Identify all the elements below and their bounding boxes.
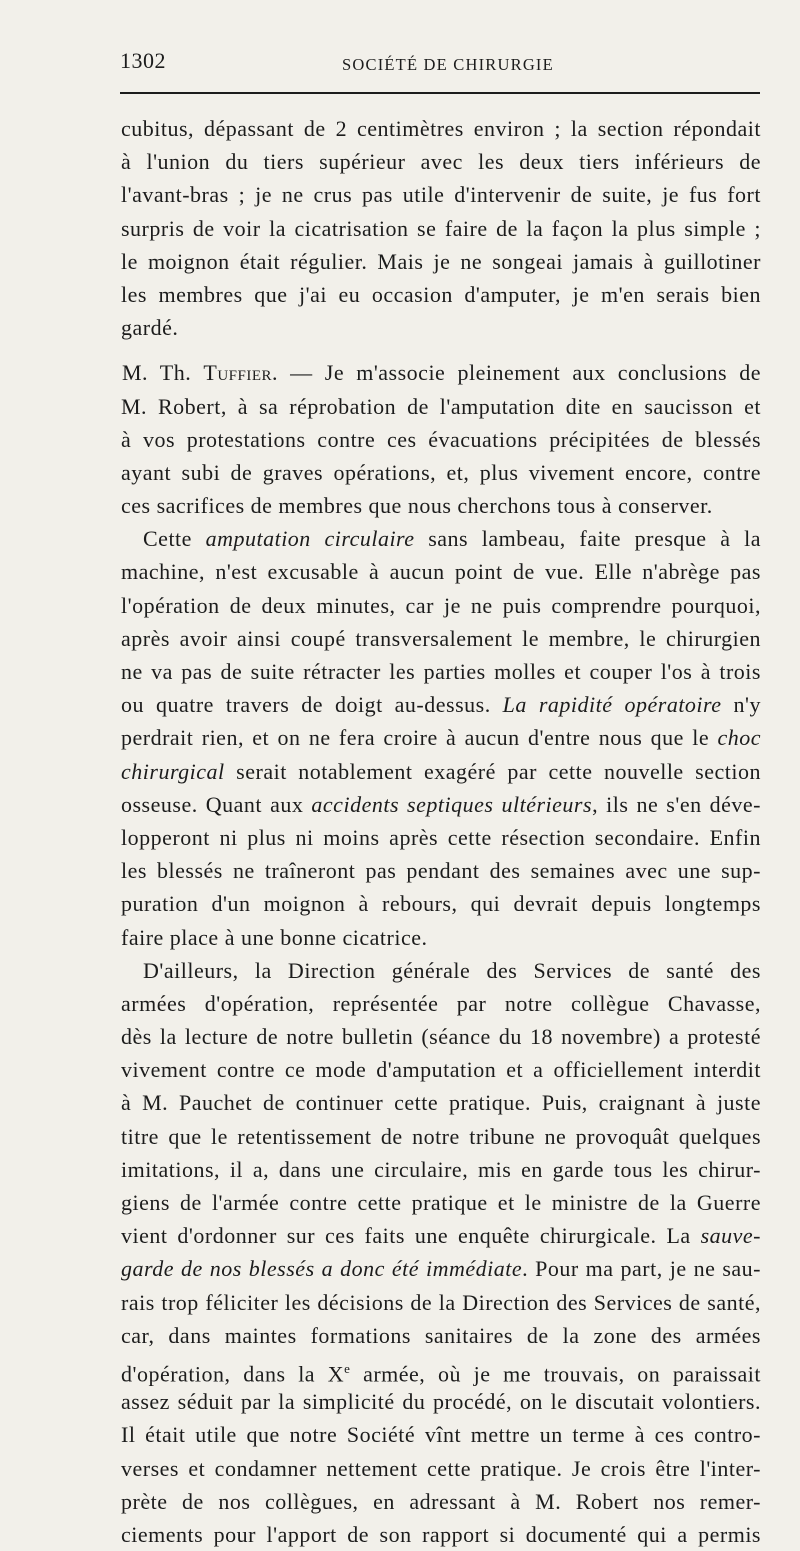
text-line: gardé. xyxy=(121,315,179,341)
text-line: après avoir ainsi coupé transversalement le membre, le chirurgien xyxy=(121,625,761,651)
text-line: imitations, il a, dans une circulaire, mis en garde tous les chirur- xyxy=(121,1156,761,1182)
text-run: n'y xyxy=(721,692,761,718)
text-run: armée, où je me trouvais, on paraissait xyxy=(350,1361,761,1387)
text-line: l'opération de deux minutes, car je ne puis comprendre pourquoi, xyxy=(121,592,761,618)
text-line: ciements pour l'apport de son rapport si documenté qui a permis xyxy=(121,1521,761,1547)
text-line: puration d'un moignon à rebours, qui devrait depuis longtemps xyxy=(121,891,761,917)
text-run: perdrait rien, et on ne fera croire à aucun d'entre nous que le xyxy=(121,725,718,751)
text-line: car, dans maintes formations sanitaires de la zone des armées xyxy=(121,1322,761,1348)
italic-run: sauve- xyxy=(700,1223,761,1249)
italic-run: chirurgical xyxy=(121,758,225,784)
italic-run: garde de nos blessés a donc été immédiate xyxy=(121,1256,523,1282)
text-run: serait notablement exagéré par cette nouvelle section xyxy=(224,758,761,784)
running-title: SOCIÉTÉ DE CHIRURGIE xyxy=(342,55,554,74)
text-line xyxy=(121,788,761,821)
text-line: ayant subi de graves opérations, et, plus vivement encore, contre xyxy=(121,459,761,485)
text-line: faire place à une bonne cicatrice. xyxy=(121,924,428,950)
text-line: rais trop féliciter les décisions de la Direction des Services de santé, xyxy=(121,1289,761,1315)
text-run: Cette xyxy=(143,526,206,552)
text-line: les blessés ne traîneront pas pendant des semaines avec une sup- xyxy=(121,858,761,884)
text-line xyxy=(121,1219,761,1252)
text-line xyxy=(121,522,761,555)
text-line: armées d'opération, représentée par notre collègue Chavasse, xyxy=(121,990,761,1016)
text-line: giens de l'armée contre cette pratique et le ministre de la Guerre xyxy=(121,1190,761,1215)
text-run: vient d'ordonner sur ces faits une enquête chirurgicale. La xyxy=(121,1223,701,1249)
speaker-prefix: M. Th. xyxy=(122,360,204,386)
text-line: prète de nos collègues, en adressant à M. Robert nos remer- xyxy=(121,1488,761,1514)
text-line: lopperont ni plus ni moins après cette résection secondaire. Enfin xyxy=(121,824,761,850)
text-line: surpris de voir la cicatrisation se faire de la façon la plus simple ; xyxy=(121,215,761,241)
speaker-name: Tuffier xyxy=(203,360,272,386)
text-line xyxy=(121,1252,761,1285)
text-run: , ils ne s'en déve- xyxy=(592,791,761,817)
text-line: ne va pas de suite rétracter les parties molles et couper l'os à trois xyxy=(121,659,761,684)
text-line: à l'union du tiers supérieur avec les deux tiers inférieurs de xyxy=(121,149,761,175)
text-line: à M. Pauchet de continuer cette pratique. Puis, craignant à juste xyxy=(121,1090,761,1116)
text-run: ou quatre travers de doigt au-dessus. xyxy=(121,692,503,718)
page-number: 1302 xyxy=(120,48,166,73)
superscript: e xyxy=(344,1360,351,1376)
text-line: M. Robert, à sa réprobation de l'amputation dite en saucisson et xyxy=(121,393,761,419)
text-line: les membres que j'ai eu occasion d'amputer, je m'en serais bien xyxy=(121,281,761,307)
body-text xyxy=(121,112,761,1551)
text-line: vivement contre ce mode d'amputation et a officiellement interdit xyxy=(121,1057,761,1083)
text-line xyxy=(121,688,761,721)
text-run: . Pour ma part, je ne sau- xyxy=(522,1256,762,1282)
header-rule xyxy=(120,92,760,94)
text-line: le moignon était régulier. Mais je ne songeai jamais à guillotiner xyxy=(121,248,761,274)
text-line: Il était utile que notre Société vînt mettre un terme à ces contro- xyxy=(121,1422,761,1448)
text-line: ces sacrifices de membres que nous cherchons tous à conserver. xyxy=(121,493,713,519)
speaker-line xyxy=(121,356,761,389)
text-run: osseuse. Quant aux xyxy=(121,791,312,817)
text-line: cubitus, dépassant de 2 centimètres environ ; la section répondait xyxy=(121,116,761,141)
italic-run: choc xyxy=(717,725,761,751)
text-line: titre que le retentissement de notre tribune ne provoquât quelques xyxy=(121,1123,761,1149)
text-line: l'avant-bras ; je ne crus pas utile d'intervenir de suite, je fus fort xyxy=(121,182,761,208)
paragraph-gap xyxy=(121,344,761,356)
text-line: assez séduit par la simplicité du procédé, on le discutait volontiers. xyxy=(121,1389,761,1415)
text-line: verses et condamner nettement cette pratique. Je crois être l'inter- xyxy=(121,1455,761,1481)
text-line: dès la lecture de notre bulletin (séance du 18 novembre) a protesté xyxy=(121,1024,761,1050)
text-run: sans lambeau, faite presque à la xyxy=(414,526,761,552)
text-line: machine, n'est excusable à aucun point de vue. Elle n'abrège pas xyxy=(121,559,761,585)
italic-run: amputation circulaire xyxy=(205,526,415,552)
text-line xyxy=(121,721,761,754)
italic-run: La rapidité opératoire xyxy=(502,692,722,718)
text-line: D'ailleurs, la Direction générale des Services de santé des xyxy=(143,957,761,983)
text-run: d'opération, dans la X xyxy=(121,1361,345,1387)
text-line xyxy=(121,755,761,788)
text-line xyxy=(121,1352,761,1385)
italic-run: accidents septiques ultérieurs xyxy=(311,791,593,817)
speaker-text: . — Je m'associe pleinement aux conclusions de xyxy=(272,360,761,386)
page-header xyxy=(120,46,760,80)
text-line: à vos protestations contre ces évacuations précipitées de blessés xyxy=(121,426,761,452)
